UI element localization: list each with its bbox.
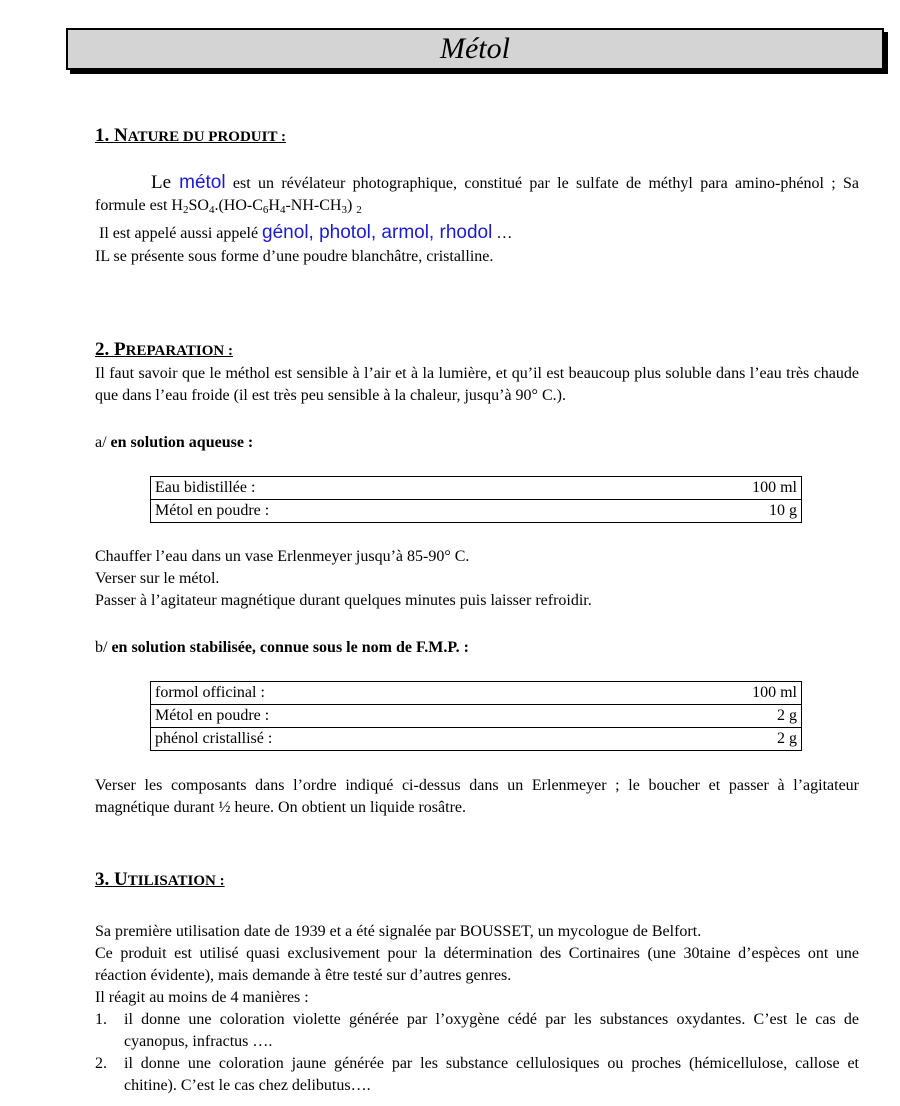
list-item: 1. il donne une coloration violette générée par l’oxygène cédé par les substances oxydantes. C’est le cas de cyanopus, infractus ….	[95, 1011, 859, 1050]
list-item: 2. il donne une coloration jaune générée par les substance cellulosiques ou proches (hémicellulose, callose et chitine). C’est le cas chez delibutus….	[95, 1055, 859, 1094]
metol-term: métol	[179, 172, 226, 193]
section-2-heading: 2. PREPARATION :	[95, 339, 233, 360]
title-banner	[66, 28, 884, 70]
table-cell-qty: 2 g	[608, 705, 802, 728]
table-cell-item: Métol en poudre :	[151, 500, 605, 523]
page-title: Métol	[440, 32, 510, 65]
section-3-body	[95, 921, 859, 1097]
table-row	[151, 705, 802, 728]
alias-names: génol, photol, armol, rhodol	[262, 222, 493, 243]
steps-b: Verser les composants dans l’ordre indiqué ci-dessus dans un Erlenmeyer ; le boucher et passer à l’agitateur magnétique durant ½ heure. On obtient un liquide rosâtre.	[95, 777, 859, 816]
section-1-aliases: Il est appelé aussi appelé génol, photol, armol, rhodol …	[99, 222, 513, 243]
table-row	[151, 682, 802, 705]
section-2-intro: Il faut savoir que le méthol est sensible à l’air et à la lumière, et qu’il est beaucoup plus soluble dans l’eau très chaude que dans l’eau froide (il est très peu sensible à la chaleur, jusqu’à 90° C.).	[95, 365, 859, 404]
step-line: Verser sur le métol.	[95, 570, 220, 587]
table-cell-qty: 100 ml	[608, 682, 802, 705]
table-cell-item: Métol en poudre :	[151, 705, 608, 728]
table-cell-item: phénol cristallisé :	[151, 728, 608, 751]
table-cell-qty: 10 g	[604, 500, 801, 523]
recipe-table-a	[150, 476, 802, 523]
section-1-description: IL se présente sous forme d’une poudre blanchâtre, cristalline.	[95, 248, 494, 265]
section-1-paragraph: Le métol est un révélateur photographique, constitué par le sulfate de méthyl para amino-phénol ; Sa formule est $H_2SO_4.(HO-C_6H_4-NH-CH_3)$ $_2$	[95, 172, 860, 216]
table-row	[151, 728, 802, 751]
step-line: Passer à l’agitateur magnétique durant quelques minutes puis laisser refroidir.	[95, 592, 592, 609]
table-cell-qty: 2 g	[608, 728, 802, 751]
section-3-heading: 3. UTILISATION :	[95, 869, 225, 890]
table-cell-qty: 100 ml	[604, 477, 801, 500]
table-row	[151, 477, 802, 500]
step-line: Chauffer l’eau dans un vase Erlenmeyer jusqu’à 85-90° C.	[95, 548, 470, 565]
recipe-table-b	[150, 681, 802, 751]
section-1-heading: 1. NATURE DU PRODUIT :	[95, 125, 286, 146]
subsection-b-title: b/ en solution stabilisée, connue sous le nom de F.M.P. :	[95, 639, 469, 656]
paragraph: Ce produit est utilisé quasi exclusivement pour la détermination des Cortinaires (une 30taine d’espèces ont une réaction évidente), mais demande à être testé sur d’autres genres.	[95, 945, 859, 984]
table-cell-item: Eau bidistillée :	[151, 477, 605, 500]
table-row	[151, 500, 802, 523]
paragraph: Sa première utilisation date de 1939 et a été signalée par BOUSSET, un mycologue de Belfort.	[95, 923, 702, 940]
steps-a	[95, 546, 859, 612]
table-cell-item: formol officinal :	[151, 682, 608, 705]
subsection-a-title: a/ en solution aqueuse :	[95, 434, 254, 451]
paragraph: Il réagit au moins de 4 manières :	[95, 989, 309, 1006]
